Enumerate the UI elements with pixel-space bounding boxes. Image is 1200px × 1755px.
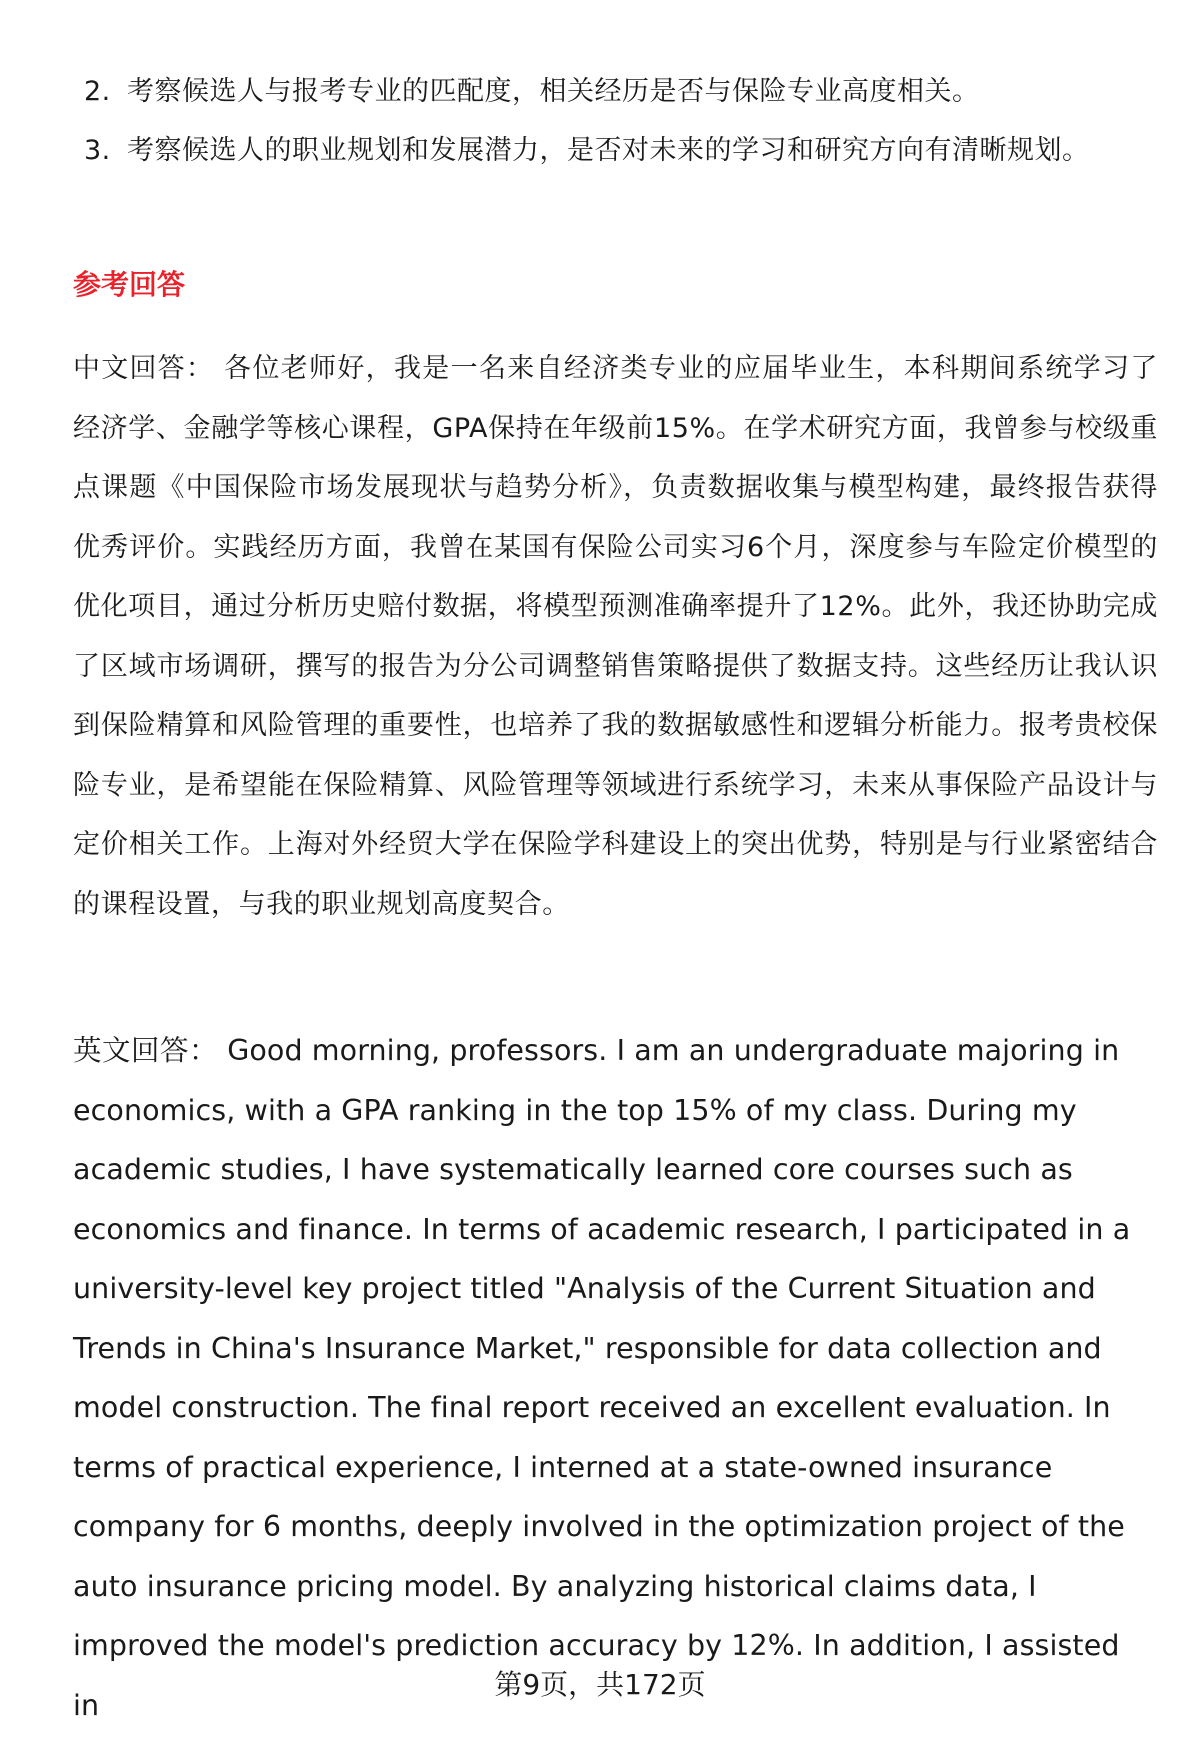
english-answer-lead: 英文回答： [73, 1034, 219, 1067]
chinese-answer-lead: 中文回答： [73, 353, 215, 384]
english-answer-paragraph [73, 1021, 1138, 1735]
chinese-answer-text: 各位老师好，我是一名来自经济类专业的应届毕业生，本科期间系统学习了经济学、金融学等核心课程，GPA保持在年级前15%。在学术研究方面，我曾参与校级重点课题《中国保险市场发展现状与趋势分析》，负责数据收集与模型构建，最终报告获得优秀评价。实践经历方面，我曾在某国有保险公司实习6个月，深度参与车险定价模型的优化项目，通过分析历史赔付数据，将模型预测准确率提升了12%。此外，我还协助完成了区域市场调研，撰写的报告为分公司调整销售策略提供了数据支持。这些经历让我认识到保险精算和风险管理的重要性，也培养了我的数据敏感性和逻辑分析能力。报考贵校保险专业，是希望能在保险精算、风险管理等领域进行系统学习，未来从事保险产品设计与定价相关工作。上海对外经贸大学在保险学科建设上的突出优势，特别是与行业紧密结合的课程设置，与我的职业规划高度契合。 [73, 353, 1158, 920]
page-number-footer: 第9页，共172页 [494, 1668, 706, 1701]
reference-answer-heading: 参考回答 [73, 268, 186, 301]
list-item [73, 62, 1133, 121]
list-item-number: 3. [84, 135, 111, 166]
chinese-answer-paragraph [73, 339, 1158, 934]
list-item-text: 考察候选人的职业规划和发展潜力，是否对未来的学习和研究方向有清晰规划。 [127, 135, 1090, 166]
criteria-list [73, 62, 1133, 180]
list-item-text: 考察候选人与报考专业的匹配度，相关经历是否与保险专业高度相关。 [127, 76, 980, 107]
english-answer-text: Good morning, professors. I am an undergraduate majoring in economics, with a GPA ranking in the top 15% of my class. During my academic studies, I have systematically learned core courses such as economics and finance. In terms of academic research, I participated in a university-level key project titled "Analysis of the Current Situation and Trends in China's Insurance Market," responsible for data collection and model construction. The final report received an excellent evaluation. In terms of practical experience, I interned at a state-owned insurance company for 6 months, deeply involved in the optimization project of the auto insurance pricing model. By analyzing historical claims data, I improved the model's prediction accuracy by 12%. In addition, I assisted in [73, 1034, 1131, 1722]
list-item [73, 121, 1133, 180]
list-item-number: 2. [84, 76, 111, 107]
